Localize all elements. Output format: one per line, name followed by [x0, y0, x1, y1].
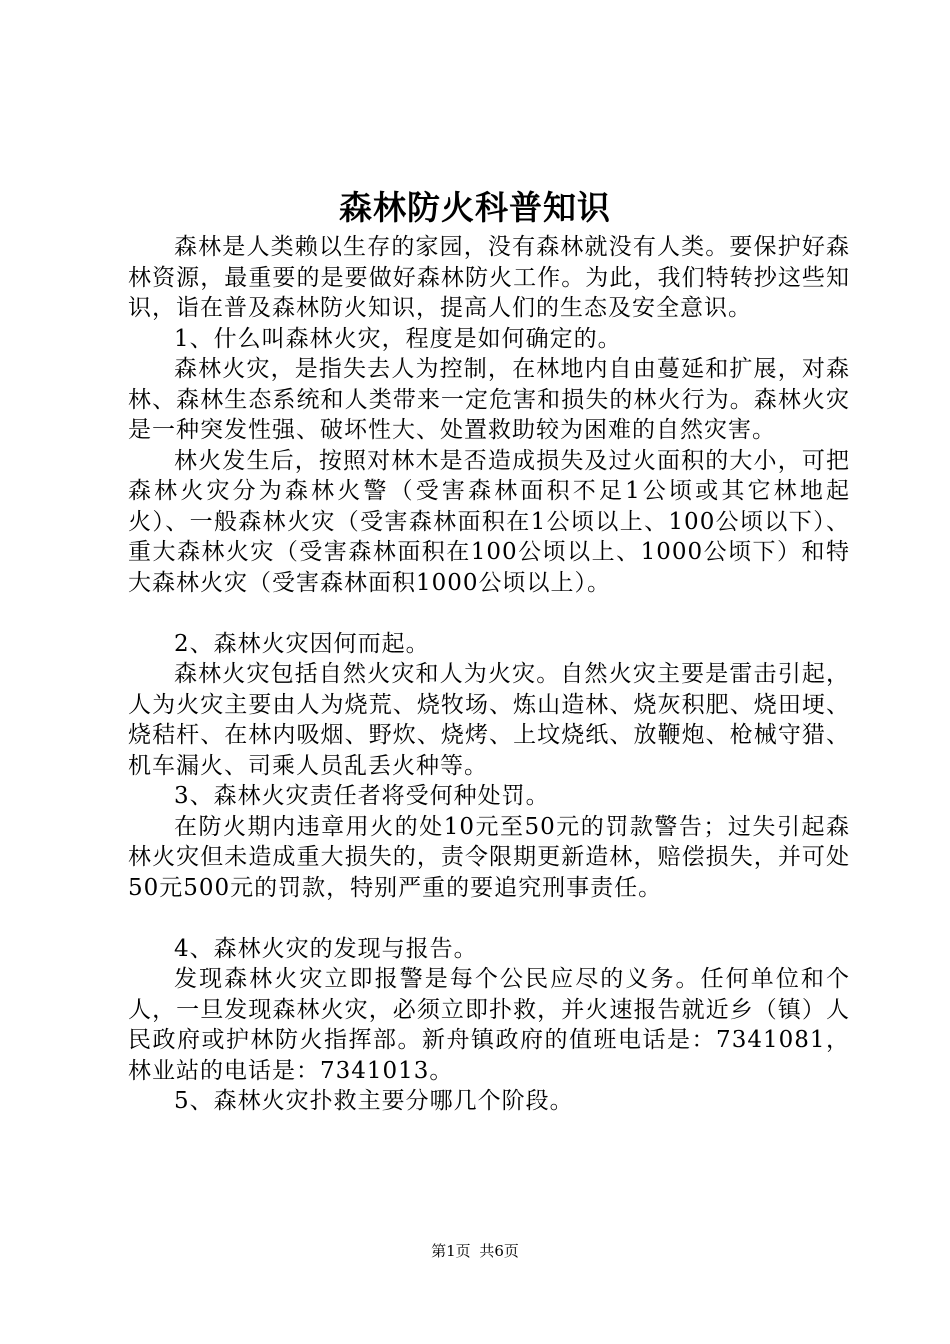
- answer-1-paragraph-2: 林火发生后，按照对林木是否造成损失及过火面积的大小，可把森林火灾分为森林火警（受害森林面积不足1公顷或其它林地起火）、一般森林火灾（受害森林面积在1公顷以上、100公顷以下）、重大森林火灾（受害森林面积在100公顷以上、1000公顷下）和特大森林火灾（受害森林面积1000公顷以上）。: [128, 447, 850, 596]
- intro-paragraph: 森林是人类赖以生存的家园，没有森林就没有人类。要保护好森林资源，最重要的是要做好森林防火工作。为此，我们特转抄这些知识，诣在普及森林防火知识，提高人们的生态及安全意识。: [128, 234, 850, 321]
- current-page-number: 第1页: [431, 1242, 471, 1260]
- paragraph-spacer: [128, 598, 850, 629]
- document-body: [128, 232, 850, 1117]
- page-footer: [0, 1241, 950, 1261]
- question-4-heading: 4、森林火灾的发现与报告。: [174, 935, 478, 962]
- answer-3-paragraph: 在防火期内违章用火的处10元至50元的罚款警告；过失引起森林火灾但未造成重大损失的，责令限期更新造林，赔偿损失，并可处50元500元的罚款，特别严重的要追究刑事责任。: [128, 813, 850, 901]
- total-pages: 共6页: [479, 1242, 519, 1260]
- question-5-heading: 5、森林火灾扑救主要分哪几个阶段。: [174, 1088, 574, 1114]
- question-1-heading: 1、什么叫森林火灾，程度是如何确定的。: [174, 325, 622, 352]
- page-title: 森林防火科普知识: [339, 188, 611, 227]
- answer-1-paragraph-1: 森林火灾，是指失去人为控制，在林地内自由蔓延和扩展，对森林、森林生态系统和人类带来一定危害和损失的林火行为。森林火灾是一种突发性强、破坏性大、处置救助较为困难的自然灾害。: [128, 356, 850, 443]
- paragraph-spacer: [128, 903, 850, 934]
- answer-2-paragraph: 森林火灾包括自然火灾和人为火灾。自然火灾主要是雷击引起，人为火灾主要由人为烧荒、烧牧场、炼山造林、烧灰积肥、烧田埂、烧秸杆、在林内吸烟、野炊、烧烤、上坟烧纸、放鞭炮、枪械守猎、机车漏火、司乘人员乱丢火种等。: [128, 661, 850, 779]
- answer-4-paragraph: 发现森林火灾立即报警是每个公民应尽的义务。任何单位和个人，一旦发现森林火灾，必须立即扑救，并火速报告就近乡（镇）人民政府或护林防火指挥部。新舟镇政府的值班电话是：7341081，林业站的电话是：7341013。: [128, 966, 850, 1084]
- question-2-heading: 2、森林火灾因何而起。: [174, 630, 430, 657]
- question-3-heading: 3、森林火灾责任者将受何种处罚。: [174, 783, 550, 809]
